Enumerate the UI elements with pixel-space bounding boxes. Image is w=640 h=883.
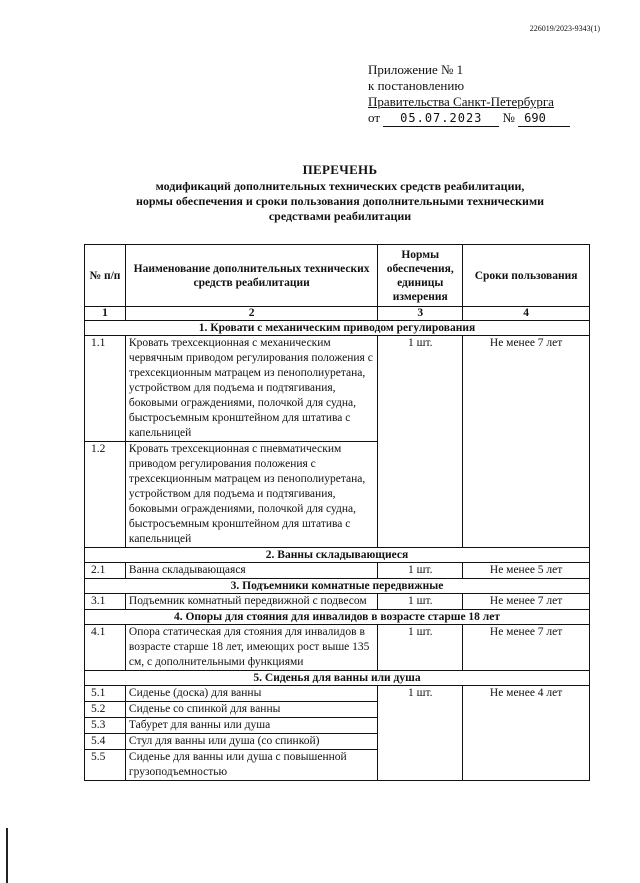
section-title: 3. Подъемники комнатные передвижные	[85, 579, 590, 594]
row-name: Кровать трехсекционная с механическим червячным приводом регулирования положения с трехсекционным матрацем из пенополиуретана, устройством для подъема и подтягивания, боковыми ограждениями, полочкой для судна, быстросъемным кронштейном для штатива с капельницей	[125, 336, 377, 442]
row-name: Стул для ванны или душа (со спинкой)	[125, 734, 377, 750]
section-row	[85, 548, 590, 563]
row-number: 3.1	[85, 594, 126, 610]
row-term: Не менее 7 лет	[463, 336, 590, 548]
row-qty: 1 шт.	[378, 686, 463, 781]
appendix-line-3: Правительства Санкт-Петербурга	[368, 94, 554, 109]
col-number: 2	[125, 307, 377, 321]
row-qty: 1 шт.	[378, 563, 463, 579]
row-term: Не менее 5 лет	[463, 563, 590, 579]
column-number-row	[85, 307, 590, 321]
header-norms: Нормы обеспечения, единицы измерения	[378, 245, 463, 307]
row-qty: 1 шт.	[378, 625, 463, 671]
section-row	[85, 671, 590, 686]
appendix-line-1: Приложение № 1	[368, 62, 464, 77]
decree-number: 690	[518, 110, 570, 127]
row-number: 5.1	[85, 686, 126, 702]
decree-date: 05.07.2023	[383, 110, 499, 127]
row-name: Подъемник комнатный передвижной с подвесом	[125, 594, 377, 610]
from-label: от	[368, 110, 381, 125]
section-title: 2. Ванны складывающиеся	[85, 548, 590, 563]
section-title: 1. Кровати с механическим приводом регулирования	[85, 321, 590, 336]
section-row	[85, 321, 590, 336]
section-title: 4. Опоры для стояния для инвалидов в возрасте старше 18 лет	[85, 610, 590, 625]
table-row	[85, 625, 590, 671]
row-number: 4.1	[85, 625, 126, 671]
col-number: 1	[85, 307, 126, 321]
row-term: Не менее 7 лет	[463, 625, 590, 671]
section-title: 5. Сиденья для ванны или душа	[85, 671, 590, 686]
title-line-2: нормы обеспечения и сроки пользования дополнительными техническими	[135, 194, 545, 208]
col-number: 4	[463, 307, 590, 321]
scan-edge-mark	[6, 828, 8, 883]
row-term: Не менее 4 лет	[463, 686, 590, 781]
col-number: 3	[378, 307, 463, 321]
number-label: №	[502, 110, 515, 125]
document-id: 226019/2023-9343(1)	[529, 24, 600, 33]
title-line-1: модификаций дополнительных технических средств реабилитации,	[155, 179, 525, 193]
appendix-block	[368, 62, 570, 127]
title-heading: ПЕРЕЧЕНЬ	[302, 162, 378, 177]
row-number: 5.3	[85, 718, 126, 734]
row-number: 5.2	[85, 702, 126, 718]
row-name: Сиденье для ванны или душа с повышенной грузоподъемностью	[125, 750, 377, 781]
table-row	[85, 594, 590, 610]
appendix-date-line	[368, 110, 570, 127]
title-line-3: средствами реабилитации	[268, 209, 412, 223]
row-term: Не менее 7 лет	[463, 594, 590, 610]
row-qty: 1 шт.	[378, 594, 463, 610]
row-name: Сиденье со спинкой для ванны	[125, 702, 377, 718]
appendix-line-2: к постановлению	[368, 78, 465, 93]
section-row	[85, 610, 590, 625]
row-name: Ванна складывающаяся	[125, 563, 377, 579]
row-number: 1.1	[85, 336, 126, 442]
table-row	[85, 336, 590, 442]
row-name: Сиденье (доска) для ванны	[125, 686, 377, 702]
header-no: № п/п	[85, 245, 126, 307]
section-row	[85, 579, 590, 594]
row-qty: 1 шт.	[378, 336, 463, 548]
table-header-row	[85, 245, 590, 307]
row-number: 5.4	[85, 734, 126, 750]
rehab-means-table	[84, 244, 590, 781]
table-row	[85, 686, 590, 702]
header-name: Наименование дополнительных технических средств реабилитации	[125, 245, 377, 307]
row-number: 2.1	[85, 563, 126, 579]
document-title	[100, 162, 580, 224]
row-number: 1.2	[85, 442, 126, 548]
row-name: Табурет для ванны или душа	[125, 718, 377, 734]
header-terms: Сроки пользования	[463, 245, 590, 307]
row-name: Опора статическая для стояния для инвалидов в возрасте старше 18 лет, имеющих рост выше 135 см, с дополнительными функциями	[125, 625, 377, 671]
table-row	[85, 563, 590, 579]
row-number: 5.5	[85, 750, 126, 781]
row-name: Кровать трехсекционная с пневматическим приводом регулирования положения с трехсекционным матрацем из пенополиуретана, устройством для подъема и подтягивания, боковыми ограждениями, полочкой для судна, быстросъемным кронштейном для штатива с капельницей	[125, 442, 377, 548]
